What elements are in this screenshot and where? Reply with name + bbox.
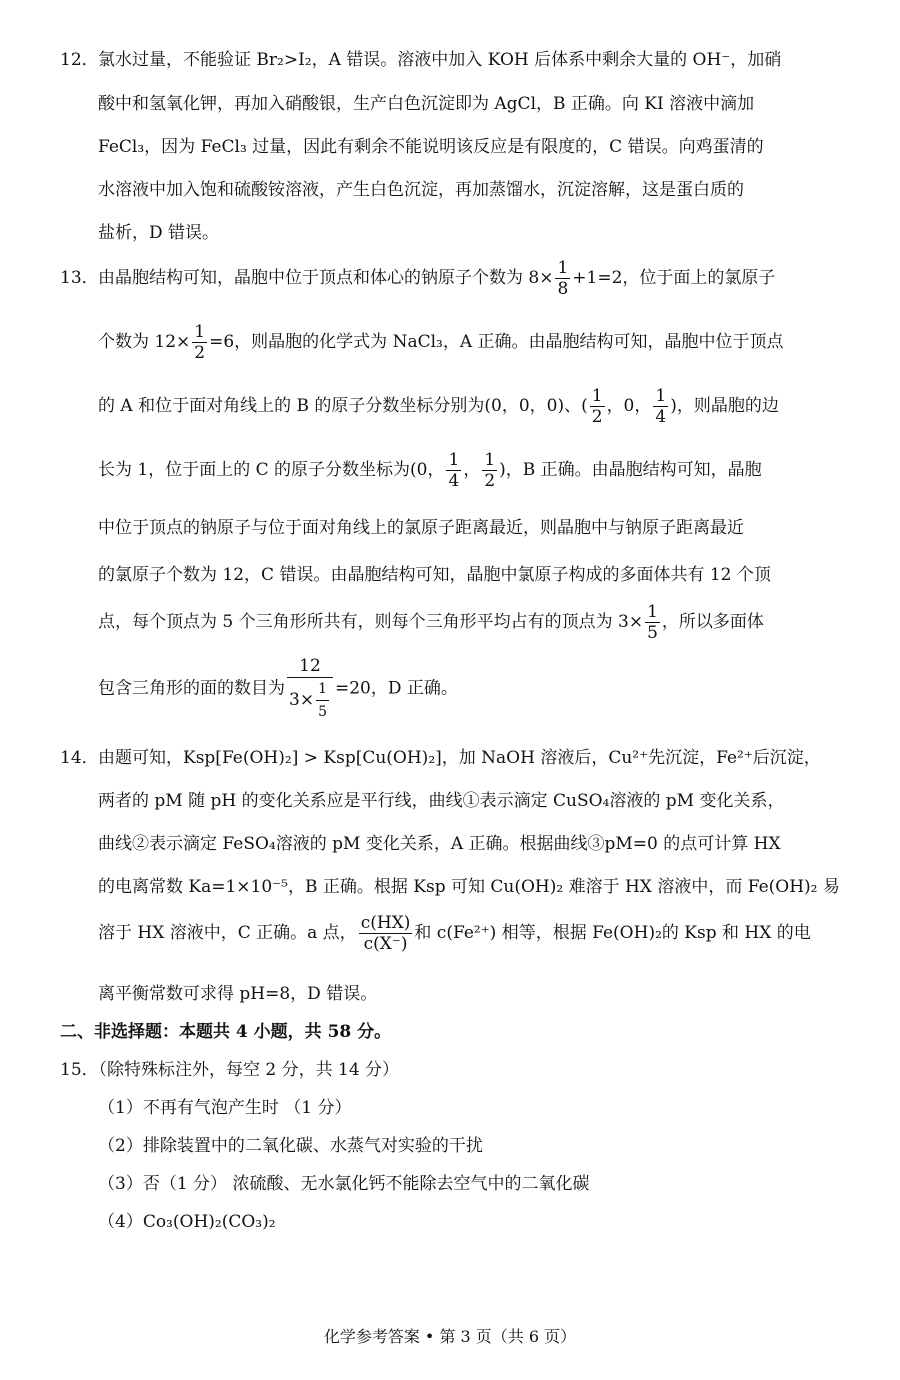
fraction-denominator: 2: [591, 407, 603, 427]
fraction-denominator: 4: [655, 407, 667, 427]
q13-line-1-text-a: 由晶胞结构可知，晶胞中位于顶点和体心的钠原子个数为 8×: [98, 268, 554, 288]
q14-line-1: 由题可知，Ksp[Fe(OH)₂] > Ksp[Cu(OH)₂]，加 NaOH 溶液后，Cu²⁺先沉淀，Fe²⁺后沉淀，: [98, 748, 821, 768]
q14-line-5-text-a: 溶于 HX 溶液中，C 正确。a 点，: [98, 923, 357, 943]
fraction-numerator: 1: [448, 450, 460, 470]
q15-answer-3: （3）否（1 分） 浓硫酸、无水氯化钙不能除去空气中的二氧化碳: [98, 1174, 590, 1194]
fraction-one-half: [192, 322, 207, 363]
q13-line-8-text-a: 包含三角形的面的数目为: [98, 678, 285, 699]
q13-line-3-text-c: )，则晶胞的边: [670, 396, 779, 416]
q13-number: 13．: [60, 268, 99, 288]
q13-line-7-text-a: 点，每个顶点为 5 个三角形所共有，则每个三角形平均占有的顶点为 3×: [98, 612, 644, 632]
fraction-one-quarter: [446, 450, 461, 491]
q13-line-8-text-b: =20，D 正确。: [334, 678, 458, 699]
fraction-numerator: 1: [591, 386, 603, 406]
q12-line-2: 酸中和氢氧化钾，再加入硝酸银，生产白色沉淀即为 AgCl，B 正确。向 KI 溶液中滴加: [98, 94, 755, 114]
fraction-numerator: 1: [655, 386, 667, 406]
q14-line-5: [98, 908, 811, 958]
q14-line-2: 两者的 pM 随 pH 的变化关系应是平行线，曲线①表示滴定 CuSO₄溶液的 pM 变化关系，: [98, 791, 785, 811]
q13-line-2-text-a: 个数为 12×: [98, 332, 191, 352]
q14-line-5-text-b: 和 c(Fe²⁺) 相等，根据 Fe(OH)₂的 Ksp 和 HX 的电: [414, 923, 811, 943]
q13-line-4: [98, 446, 762, 494]
fraction-one-quarter: [653, 386, 668, 427]
fraction-numerator: c(HX): [360, 913, 411, 933]
fraction-numerator: 1: [557, 258, 569, 278]
fraction-numerator: 1: [194, 322, 206, 342]
fraction-twelve-over-three-fifths: [287, 655, 333, 723]
q15-answer-2: （2）排除装置中的二氧化碳、水蒸气对实验的干扰: [98, 1136, 483, 1156]
q12-number: 12．: [60, 50, 99, 70]
fraction-numerator: 1: [647, 602, 658, 622]
fraction-one-half: [482, 450, 497, 491]
fraction-denominator: c(X⁻): [363, 934, 408, 954]
q13-line-1: [98, 254, 775, 302]
denominator-prefix: 3×: [289, 690, 315, 710]
q13-line-8: [98, 655, 458, 723]
q12-line-4: 水溶液中加入饱和硫酸铵溶液，产生白色沉淀，再加蒸馏水，沉淀溶解，这是蛋白质的: [98, 180, 744, 200]
q13-line-4-text-c: )，B 正确。由晶胞结构可知，晶胞: [499, 460, 762, 480]
q14-line-6: 离平衡常数可求得 pH=8，D 错误。: [98, 984, 378, 1004]
q13-line-1-text-b: +1=2，位于面上的氯原子: [572, 268, 776, 288]
fraction-hx-over-x: [359, 913, 413, 954]
q13-line-4-text-a: 长为 1，位于面上的 C 的原子分数坐标为(0，: [98, 460, 445, 480]
q13-line-3-text-b: ，0，: [606, 396, 652, 416]
q13-line-2-text-b: =6，则晶胞的化学式为 NaCl₃，A 正确。由晶胞结构可知，晶胞中位于顶点: [209, 332, 784, 352]
q12-line-1: 氯水过量，不能验证 Br₂>I₂，A 错误。溶液中加入 KOH 后体系中剩余大量的 OH⁻，加硝: [98, 50, 782, 70]
q14-line-4: 的电离常数 Ka=1×10⁻⁵，B 正确。根据 Ksp 可知 Cu(OH)₂ 难溶于 HX 溶液中，而 Fe(OH)₂ 易: [98, 877, 840, 897]
fraction-denominator: 5: [318, 704, 327, 720]
fraction-denominator: [287, 678, 333, 723]
q15-answer-4: （4）Co₃(OH)₂(CO₃)₂: [98, 1212, 276, 1232]
fraction-denominator: 5: [647, 623, 658, 643]
fraction-denominator: 4: [448, 471, 460, 491]
q12-line-3: FeCl₃，因为 FeCl₃ 过量，因此有剩余不能说明该反应是有限度的，C 错误。向鸡蛋清的: [98, 137, 764, 157]
q13-line-3: [98, 382, 779, 430]
q13-line-2: [98, 318, 784, 366]
fraction-numerator: 12: [287, 655, 333, 678]
q12-line-5: 盐析，D 错误。: [98, 223, 220, 243]
q13-line-3-text-a: 的 A 和位于面对角线上的 B 的原子分数坐标分别为(0，0，0)、(: [98, 396, 588, 416]
section-heading: 二、非选择题：本题共 4 小题，共 58 分。: [60, 1022, 392, 1042]
fraction-one-half: [590, 386, 605, 427]
q14-line-3: 曲线②表示滴定 FeSO₄溶液的 pM 变化关系，A 正确。根据曲线③pM=0 的点可计算 HX: [98, 834, 781, 854]
q13-line-7-text-b: ，所以多面体: [661, 612, 764, 632]
fraction-numerator: 1: [484, 450, 496, 470]
fraction-one-fifth: [645, 602, 660, 643]
q15-header: （除特殊标注外，每空 2 分，共 14 分）: [90, 1060, 400, 1080]
fraction-numerator: 1: [316, 678, 329, 701]
q13-line-5: 中位于顶点的钠原子与位于面对角线上的氯原子距离最近，则晶胞中与钠原子距离最近: [98, 518, 744, 538]
page-footer: 化学参考答案 • 第 3 页（共 6 页）: [323, 1327, 577, 1346]
q14-number: 14．: [60, 748, 99, 768]
q13-line-7: [98, 598, 764, 646]
fraction-denominator: 2: [484, 471, 496, 491]
fraction-denominator: 8: [557, 279, 569, 299]
fraction-one-eighth: [555, 258, 570, 299]
fraction-denominator: 2: [194, 343, 206, 363]
q13-line-4-text-b: ，: [463, 460, 481, 480]
q15-number: 15．: [60, 1060, 99, 1080]
q13-line-6: 的氯原子个数为 12，C 错误。由晶胞结构可知，晶胞中氯原子构成的多面体共有 12 个顶: [98, 565, 771, 585]
q15-answer-1: （1）不再有气泡产生时 （1 分）: [98, 1098, 352, 1118]
fraction-one-fifth: [316, 678, 329, 723]
